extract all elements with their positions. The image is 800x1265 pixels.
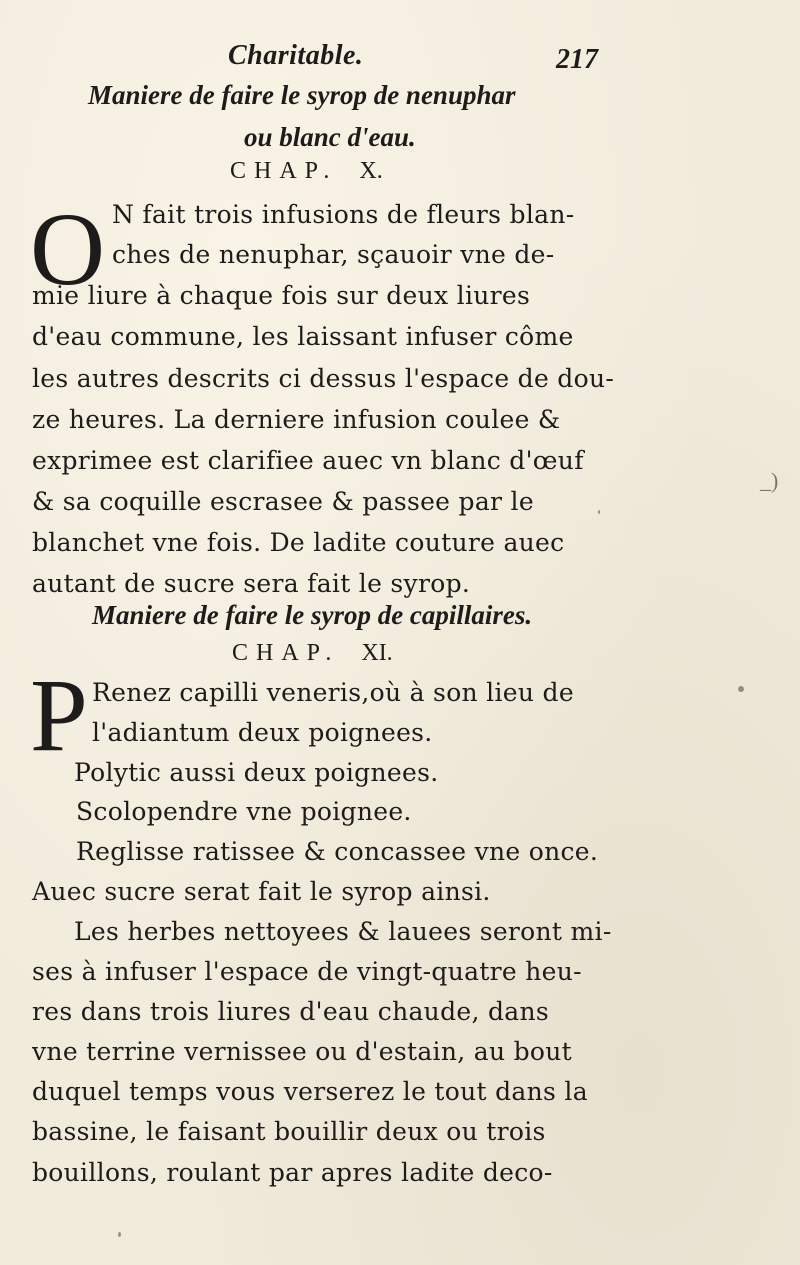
text-line: mie liure à chaque fois sur deux liures	[32, 281, 531, 310]
text-line: duquel temps vous verserez le tout dans la	[32, 1077, 588, 1106]
section-heading-nenuphar-line1: Maniere de faire le syrop de nenuphar	[88, 80, 516, 110]
text-line: Les herbes nettoyees & lauees seront mi-	[74, 917, 612, 946]
chapter-word: CHAP.	[232, 640, 340, 666]
chapter-label-x	[230, 158, 383, 185]
text-line: Reglisse ratissee & concassee vne once.	[76, 837, 599, 866]
text-line: ze heures. La derniere infusion coulee &	[32, 405, 561, 434]
running-head	[228, 40, 628, 84]
text-line: & sa coquille escrasee & passee par le	[32, 487, 534, 516]
text-line: l'adiantum deux poignees.	[92, 718, 433, 747]
text-line: res dans trois liures d'eau chaude, dans	[32, 997, 550, 1026]
section-heading-nenuphar-line2: ou blanc d'eau.	[244, 122, 416, 152]
chapter-number: XI.	[361, 640, 393, 666]
page-number: 217	[556, 44, 598, 75]
text-line: autant de sucre sera fait le syrop.	[32, 569, 471, 598]
text-line: Auec sucre serat fait le syrop ainsi.	[32, 877, 491, 906]
text-line: Polytic aussi deux poignees.	[74, 758, 439, 787]
text-line: blanchet vne fois. De ladite couture auec	[32, 528, 565, 557]
chapter-number: X.	[359, 158, 383, 184]
ink-speck	[598, 510, 600, 514]
chapter-label-xi	[232, 640, 393, 667]
text-line: ses à infuser l'espace de vingt-quatre heu-	[32, 957, 582, 986]
drop-cap-p: P	[30, 658, 88, 773]
chapter-word: CHAP.	[230, 158, 338, 184]
running-head-title: Charitable.	[228, 40, 364, 71]
text-line: bouillons, roulant par apres ladite deco-	[32, 1158, 553, 1187]
ink-speck	[118, 1232, 121, 1237]
text-line: d'eau commune, les laissant infuser côme	[32, 322, 574, 351]
text-line: Renez capilli veneris,où à son lieu de	[92, 678, 574, 707]
text-line: vne terrine vernissee ou d'estain, au bout	[32, 1037, 573, 1066]
text-line: exprimee est clarifiee auec vn blanc d'œuf	[32, 446, 584, 475]
drop-cap-o: O	[30, 192, 106, 307]
text-line: N fait trois infusions de fleurs blan-	[112, 200, 575, 229]
text-line: bassine, le faisant bouillir deux ou trois	[32, 1117, 546, 1146]
section-heading-capillaires: Maniere de faire le syrop de capillaires.	[92, 600, 533, 630]
ink-speck	[738, 686, 744, 692]
text-line: les autres descrits ci dessus l'espace de dou-	[32, 364, 615, 393]
text-line: Scolopendre vne poignee.	[76, 797, 412, 826]
text-line: ches de nenuphar, sçauoir vne de-	[112, 240, 555, 269]
margin-mark: _)	[760, 468, 779, 493]
